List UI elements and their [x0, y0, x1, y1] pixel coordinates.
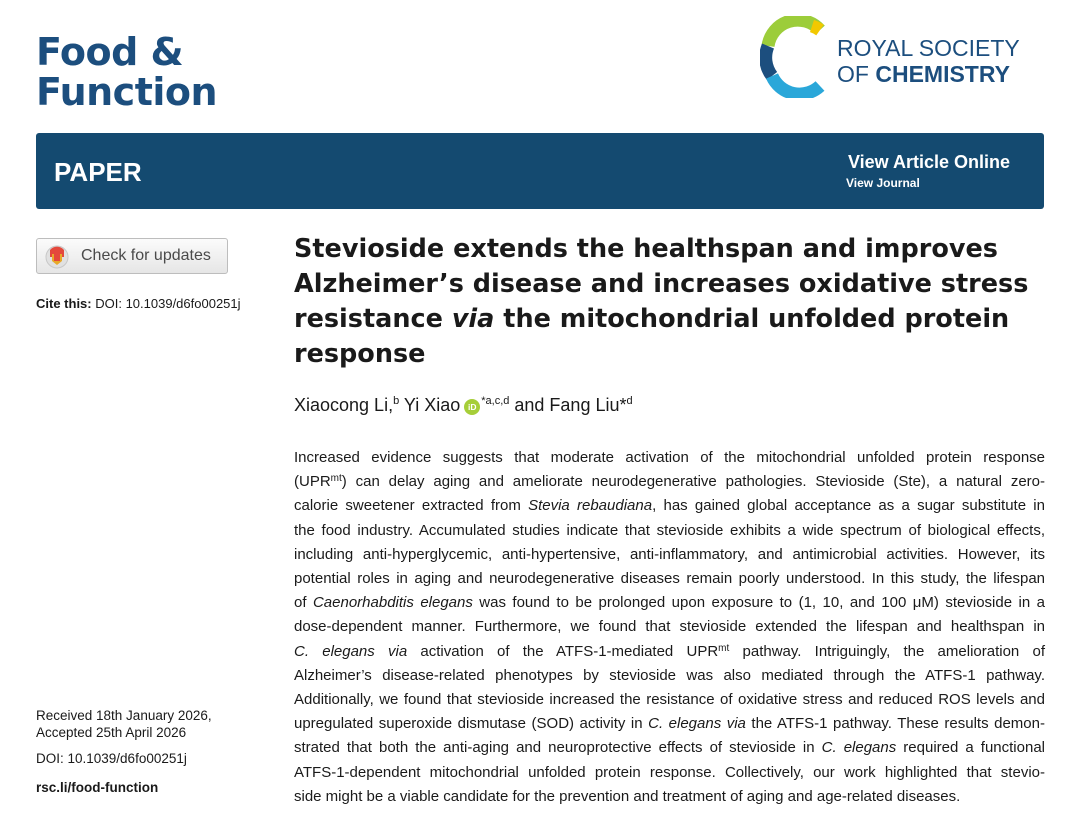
publisher-name-line2 [837, 61, 1020, 87]
abstract-line [294, 494, 1045, 518]
publisher-name [837, 35, 1020, 87]
abstract-line: dose-dependent manner. Furthermore, we found that stevioside extended the lifespan and healthspan in [294, 618, 1045, 636]
author-yi-xiao[interactable]: Yi Xiao [399, 395, 461, 415]
journal-title [36, 32, 217, 112]
abstract-line [294, 640, 1045, 664]
title-line4: response [294, 339, 426, 369]
abstract-text: ) can delay aging and ameliorate neurodegenerative pathologies. Stevioside (Ste), a natural zero- [341, 473, 1045, 491]
abstract-line: potential roles in aging and neurodegenerative diseases remain poorly understood. In this study, the lifespan [294, 570, 1045, 588]
author-fang-liu[interactable]: and Fang Liu* [509, 395, 627, 415]
title-line3-a: resistance [294, 304, 452, 334]
abstract-italic: Caenorhabditis elegans [312, 594, 473, 612]
abstract-text: activation of the ATFS-1-mediated UPR [407, 642, 719, 660]
abstract-text: (UPR [294, 473, 331, 491]
abstract-text: the ATFS-1 pathway. These results demon- [745, 715, 1045, 733]
abstract-italic: C. elegans via [648, 715, 746, 733]
author-xiaocong-li[interactable]: Xiaocong Li, [294, 395, 394, 415]
rsc-logo-icon [760, 16, 832, 98]
author-affiliation-sup: b [393, 395, 400, 407]
abstract-line: Additionally, we found that stevioside increased the resistance of oxidative stress and reduced ROS levels and [294, 691, 1045, 709]
abstract-italic: C. elegans [821, 739, 897, 757]
title-line3 [294, 302, 1054, 337]
title-line3-c: the mitochondrial unfolded protein [494, 304, 1010, 334]
abstract-line: including anti-hyperglycemic, anti-hypertensive, anti-inflammatory, and antimicrobial activities. However, its [294, 545, 1045, 563]
abstract-sup: mt [330, 473, 342, 485]
author-affiliation-sup: *a,c,d [481, 395, 510, 407]
abstract-line: Alzheimer’s disease-related phenotypes by stevioside was also mediated through the ATFS-1 pathway. [294, 666, 1045, 684]
abstract-line [294, 591, 1045, 615]
abstract-line: side might be a viable candidate for the prevention and treatment of aging and age-related diseases. [294, 787, 961, 805]
abstract-text: was found to be prolonged upon exposure to (1, 10, and 100 μM) stevioside in a [472, 594, 1045, 612]
abstract-text: of [294, 594, 313, 612]
abstract-sup: mt [718, 642, 730, 654]
article-title [294, 232, 1054, 372]
abstract-italic: C. elegans via [294, 642, 408, 660]
publisher-logo[interactable] [760, 16, 1050, 98]
title-line1: Stevioside extends the healthspan and improves [294, 234, 998, 264]
publisher-name-bold: CHEMISTRY [875, 61, 1010, 87]
journal-title-line1: Food & [36, 30, 184, 74]
abstract-text: required a functional [896, 739, 1046, 757]
abstract-text: pathway. Intriguingly, the amelioration of [729, 642, 1046, 660]
crossmark-icon [45, 245, 69, 269]
abstract-text: strated that both the anti-aging and neuroprotective effects of stevioside in [294, 739, 822, 757]
view-journal-link[interactable]: View Journal [846, 176, 920, 190]
publisher-name-prefix: OF [837, 61, 876, 87]
doi-text[interactable]: DOI: 10.1039/d6fo00251j [36, 751, 187, 766]
abstract-line: Increased evidence suggests that moderate activation of the mitochondrial unfolded protein response [294, 449, 1045, 466]
title-line3-italic: via [451, 304, 495, 334]
check-for-updates-button[interactable] [36, 238, 228, 274]
orcid-icon[interactable]: iD [464, 399, 480, 415]
cite-this-doi[interactable]: DOI: 10.1039/d6fo00251j [91, 296, 241, 311]
publisher-name-line1: ROYAL SOCIETY [837, 35, 1020, 61]
abstract-line [294, 470, 1045, 494]
view-article-online-link[interactable]: View Article Online [847, 152, 1010, 172]
article-type-banner [36, 133, 1044, 209]
accepted-date: Accepted 25th April 2026 [36, 725, 187, 740]
received-date: Received 18th January 2026, [36, 708, 212, 723]
title-line2: Alzheimer’s disease and increases oxidative stress [294, 269, 1029, 299]
abstract-line [294, 712, 1045, 736]
abstract-line: ATFS-1-dependent mitochondrial unfolded protein response. Collectively, our work highlighted that stevio- [294, 763, 1045, 781]
author-list [294, 395, 633, 416]
cite-this [36, 296, 241, 311]
abstract-line: the food industry. Accumulated studies indicate that stevioside exhibits a wide spectrum of biological effects, [294, 521, 1045, 539]
abstract-italic: Stevia rebaudiana [528, 497, 653, 515]
abstract-text: calorie sweetener extracted from [294, 497, 529, 515]
abstract-text: upregulated superoxide dismutase (SOD) activity in [294, 715, 649, 733]
journal-title-line2: Function [36, 70, 218, 114]
author-affiliation-sup: d [626, 395, 633, 407]
abstract-text: , has gained global acceptance as a sugar substitute in [652, 497, 1045, 515]
article-type-label: PAPER [54, 157, 142, 187]
abstract-line [294, 736, 1045, 760]
cite-this-label: Cite this: [36, 296, 92, 311]
abstract [294, 446, 1045, 809]
check-for-updates-label: Check for updates [81, 247, 211, 264]
journal-link[interactable]: rsc.li/food-function [36, 780, 159, 795]
